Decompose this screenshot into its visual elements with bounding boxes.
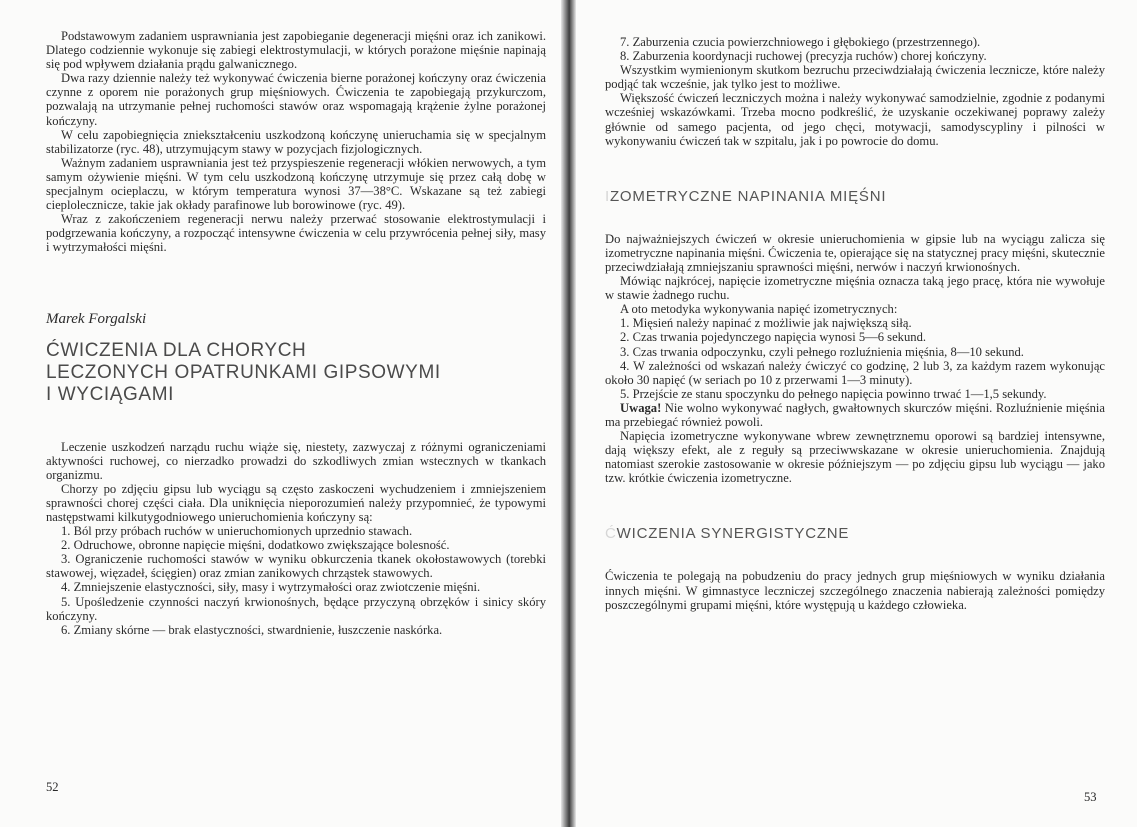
list-item: 4. Zmniejszenie elastyczności, siły, masy i wytrzymałości oraz zwiotczenie mięśni. — [61, 580, 481, 595]
list-item: 1. Mięsień należy napinać z możliwie jak największą siłą. — [620, 316, 912, 331]
section-title-text: ZOMETRYCZNE NAPINANIA MIĘŚNI — [609, 187, 887, 205]
section-title-text: WICZENIA SYNERGISTYCZNE — [616, 525, 850, 543]
paragraph: A oto metodyka wykonywania napięć izometrycznych: — [620, 302, 898, 317]
right-text-column — [605, 35, 1105, 612]
chapter-title-line: LECZONYCH OPATRUNKAMI GIPSOWYMI — [46, 361, 441, 383]
list-item: 6. Zmiany skórne — brak elastyczności, stwardnienie, łuszczenie naskórka. — [61, 622, 443, 637]
warning-label: Uwaga! — [620, 400, 662, 415]
paragraph: Mówiąc najkrócej, napięcie izometryczne mięśnia oznacza taką jego pracę, która nie wywołuje w stawie żadnego ruchu. — [605, 274, 1105, 303]
warning-text: Nie wolno wykonywać nagłych, gwałtownych skurczów mięśni. Rozluźnienie mięśnia ma przebiegać również powoli. — [605, 400, 1105, 429]
section-title-initial: I — [605, 187, 610, 205]
paragraph: Podstawowym zadaniem usprawniania jest zapobieganie degeneracji mięśni oraz ich zanikowi. Dlatego codziennie wykonuje się zabiegi elektrostymulacji, w których porażone mięśnie napinają się pod wpływem działania prądu galwanicznego. — [46, 29, 546, 72]
list-item: 3. Ograniczenie ruchomości stawów w wyniku obkurczenia tkanek okołostawowych (torebki stawowej, więzadeł, ścięgien) oraz zmian zanikowych chrząstek stawowych. — [46, 552, 546, 581]
book-gutter — [561, 0, 576, 827]
left-text-column — [46, 29, 546, 637]
paragraph: Wszystkim wymienionym skutkom bezruchu przeciwdziałają ćwiczenia lecznicze, które należy podjąć tak wcześnie, jak tylko jest to możliwe. — [605, 63, 1105, 92]
chapter-title-line: ĆWICZENIA DLA CHORYCH — [46, 339, 307, 361]
list-item: 2. Czas trwania pojedynczego napięcia wynosi 5—6 sekund. — [620, 330, 927, 345]
list-item: 8. Zaburzenia koordynacji ruchowej (precyzja ruchów) chorej kończyny. — [620, 49, 987, 64]
paragraph: Dwa razy dziennie należy też wykonywać ćwiczenia bierne porażonej kończyny oraz ćwiczenia czynne z oporem nie porażonych grup mięśniowych. Ćwiczenia te zapobiegają przykurczom, pozwalają na utrzymanie pełnej ruchomości stawów oraz wspomagają krążenie żylne porażonej kończyny. — [46, 71, 546, 128]
paragraph: Większość ćwiczeń leczniczych można i należy wykonywać samodzielnie, zgodnie z podanymi wcześniej wskazówkami. Trzeba mocno podkreślić, że uzyskanie oczekiwanej poprawy zależy głównie od samego pacjenta, od jego chęci, motywacji, samodyscypliny i pilności w wykonywaniu ćwiczeń tak w szpitalu, jak i po powrocie do domu. — [605, 91, 1105, 148]
paragraph: Napięcia izometryczne wykonywane wbrew zewnętrznemu oporowi są bardziej intensywne, dają większy efekt, ale z reguły są przeciwwskazane w okresie unieruchomienia. Znajdują natomiast szerokie zastosowanie w okresie późniejszym — po zdjęciu gipsu lub wyciągu — jako tzw. krótkie ćwiczenia izometryczne. — [605, 429, 1105, 486]
section-title-isometric — [605, 188, 1105, 206]
page-number: 52 — [46, 780, 59, 794]
list-item: 5. Przejście ze stanu spoczynku do pełnego napięcia powinno trwać 1—1,5 sekundy. — [620, 386, 1047, 401]
section-title-synergistic — [605, 525, 1105, 543]
paragraph: W celu zapobiegnięcia zniekształceniu uszkodzoną kończynę unieruchamia się w specjalnym stabilizatorze (ryc. 48), utrzymującym stawy w pozycjach fizjologicznych. — [46, 127, 546, 156]
list-item: 7. Zaburzenia czucia powierzchniowego i głębokiego (przestrzennego). — [620, 35, 981, 49]
list-item: 2. Odruchowe, obronne napięcie mięśni, dodatkowo zwiększające bolesność. — [61, 538, 450, 553]
warning-paragraph — [605, 401, 1105, 429]
paragraph: Chorzy po zdjęciu gipsu lub wyciągu są często zaskoczeni wychudzeniem i zmniejszeniem sprawności chorej części ciała. Dla uniknięcia nieporozumień należy przypomnieć, że typowymi następstwami kilkutygodniowego unieruchomienia kończyny są: — [46, 481, 546, 524]
page-number: 53 — [1084, 790, 1097, 804]
section-title-initial: Ć — [605, 525, 617, 543]
list-item: 4. W zależności od wskazań należy ćwiczyć co godzinę, 2 lub 3, za każdym razem wykonując około 30 napięć (w seriach po 10 z przerwami 1—3 minuty). — [605, 358, 1105, 387]
paragraph: Do najważniejszych ćwiczeń w okresie unieruchomienia w gipsie lub na wyciągu zalicza się izometryczne napinania mięśni. Ćwiczenia te, opierające się na statycznej pracy mięśni, skutecznie przeciwdziałają zmniejszaniu sprawności mięśni, nerwów i naczyń krwionośnych. — [605, 231, 1105, 274]
chapter-title-line: I WYCIĄGAMI — [46, 383, 174, 405]
paragraph: Wraz z zakończeniem regeneracji nerwu należy przerwać stosowanie elektrostymulacji i podgrzewania kończyny, a rozpocząć intensywne ćwiczenia w celu przywrócenia pełnej siły, masy i wytrzymałości mięśni. — [46, 212, 546, 255]
right-page — [576, 0, 1137, 827]
paragraph: Ważnym zadaniem usprawniania jest też przyspieszenie regeneracji włókien nerwowych, a tym samym ożywienie mięśni. W tym celu uszkodzoną kończynę utrzymuje się przez całą dobę w specjalnym ocieplaczu, w którym temperatura wynosi 37—38°C. Wskazane są też zabiegi cieplolecznicze, takie jak okłady parafinowe lub borowinowe (ryc. 49). — [46, 155, 546, 213]
chapter-title — [46, 340, 546, 406]
paragraph: Leczenie uszkodzeń narządu ruchu wiąże się, niestety, zazwyczaj z różnymi ograniczeniami aktywności ruchowej, co nierzadko prowadzi do szkodliwych zmian wstecznych w tkankach organizmu. — [46, 439, 546, 482]
list-item: 5. Upośledzenie czynności naczyń krwionośnych, będące przyczyną obrzęków i sinicy skóry kończyny. — [46, 594, 546, 623]
author-name: Marek Forgalski — [46, 310, 147, 327]
left-page — [0, 0, 561, 827]
list-item: 3. Czas trwania odpoczynku, czyli pełnego rozluźnienia mięśnia, 8—10 sekund. — [620, 344, 1024, 359]
paragraph: Ćwiczenia te polegają na pobudzeniu do pracy jednych grup mięśniowych w wyniku działania innych mięśni. W gimnastyce leczniczej szczególnego znaczenia nabierają zależności pomiędzy poszczególnymi grupami mięśni, które występują u każdego człowieka. — [605, 569, 1105, 612]
list-item: 1. Ból przy próbach ruchów w unieruchomionych uprzednio stawach. — [61, 524, 413, 539]
